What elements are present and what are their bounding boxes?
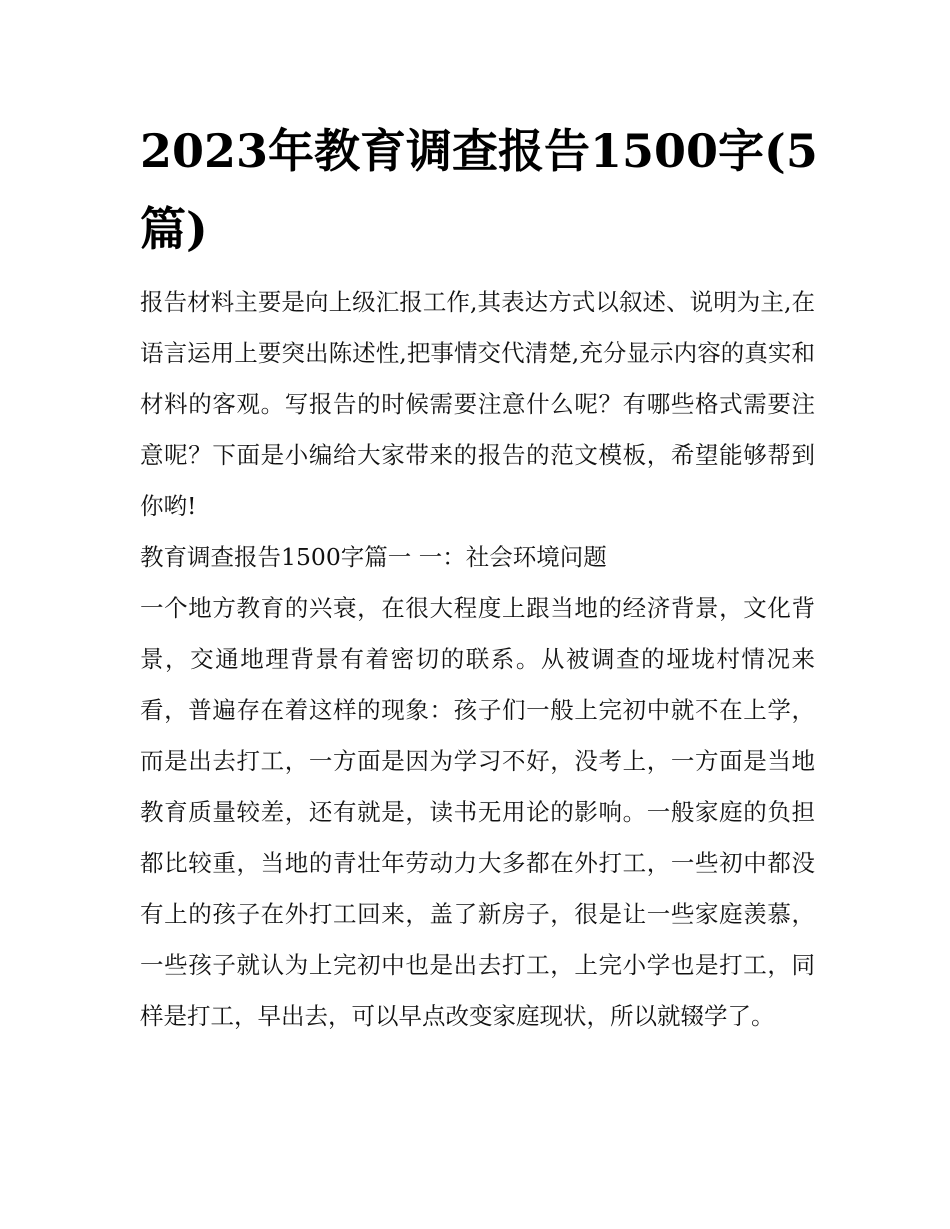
section-paragraph: 一个地方教育的兴衰，在很大程度上跟当地的经济背景，文化背景，交通地理背景有着密切的联系。从被调查的垭垅村情况来看，普遍存在着这样的现象：孩子们一般上完初中就不在上学，而是出去打工，一方面是因为学习不好，没考上，一方面是当地教育质量较差，还有就是，读书无用论的影响。一般家庭的负担都比较重，当地的青壮年劳动力大多都在外打工，一些初中都没有上的孩子在外打工回来，盖了新房子，很是让一些家庭羡慕，一些孩子就认为上完初中也是出去打工，上完小学也是打工，同样是打工，早出去，可以早点改变家庭现状，所以就辍学了。: [140, 594, 815, 1030]
document-body: [140, 277, 815, 1042]
section-heading: 教育调查报告1500字篇一 一：社会环境问题: [140, 543, 607, 571]
document-title: 2023年教育调查报告1500字(5篇): [140, 124, 818, 256]
intro-paragraph: 报告材料主要是向上级汇报工作,其表达方式以叙述、说明为主,在语言运用上要突出陈述性,把事情交代清楚,充分显示内容的真实和材料的客观。写报告的时候需要注意什么呢？有哪些格式需要注意呢？下面是小编给大家带来的报告的范文模板，希望能够帮到你哟!: [140, 288, 815, 520]
